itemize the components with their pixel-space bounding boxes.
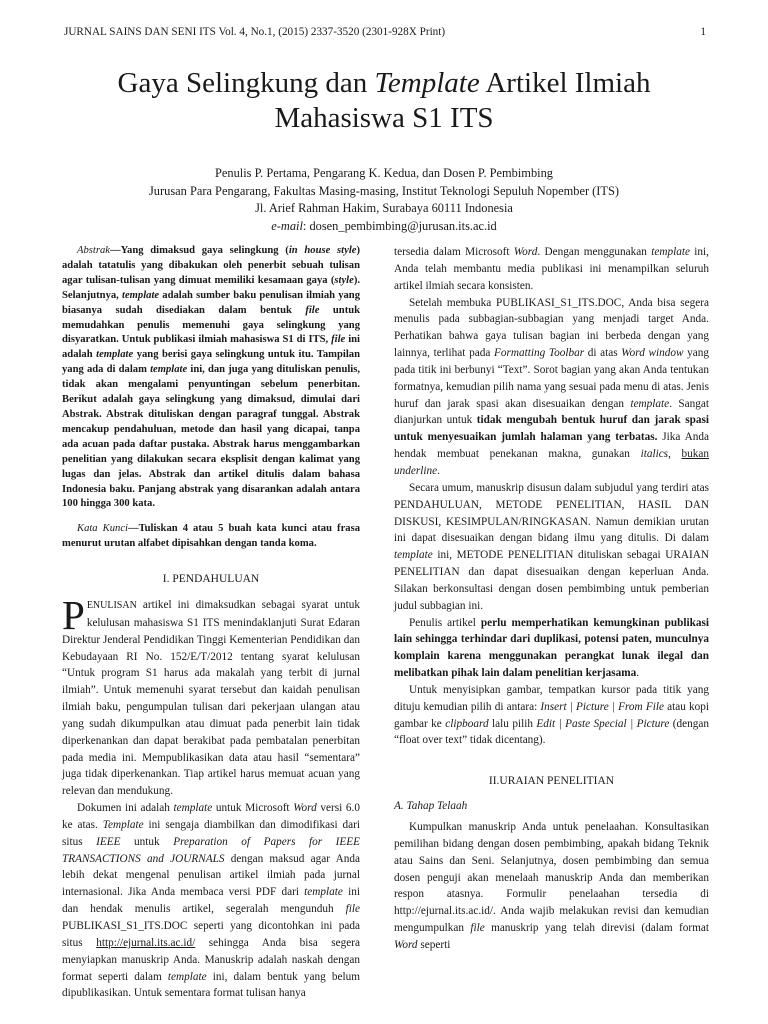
right-column	[394, 244, 709, 954]
paper-title: Gaya Selingkung dan Template Artikel Ilmiah Mahasiswa S1 ITS	[117, 67, 651, 134]
drop-cap: P	[62, 591, 85, 638]
section-heading-uraian: II.URAIAN PENELITIAN	[488, 775, 615, 788]
left-column	[62, 244, 360, 1002]
running-header	[64, 26, 706, 38]
author-email: e-mail: dosen_pembimbing@jurusan.its.ac.id	[271, 218, 497, 233]
paragraph-formatting: Setelah membuka PUBLIKASI_S1_ITS.DOC, Anda bisa segera menulis pada subbagian-subbagian yang menjadi target Anda. Perhatikan bahwa gaya tulisan bagian ini berbeda dengan yang lainnya, terlihat pada Formatting Toolbar di atas Word window yang pada titik ini berbunyi “Text”. Sorot bagian yang akan Anda tentukan formatnya, kemudian pilih nama yang sesuai pada menu di atas. Jenis huruf dan jarak spasi akan disesuaikan dengan template. Sangat dianjurkan untuk tidak mengubah bentuk huruf dan jarak spasi untuk menyesuaikan jumlah halaman yang terbatas. Jika Anda hendak membuat penekanan makna, gunakan italics, bukan underline.	[394, 296, 710, 477]
keywords: Kata Kunci—Tuliskan 4 atau 5 buah kata kunci atau frasa menurut urutan alfabet dipisahkan dengan tanda koma.	[62, 523, 360, 550]
continued-paragraph: tersedia dalam Microsoft Word. Dengan menggunakan template ini, Anda telah membantu media publikasi ini menampilkan seluruh artikel ilmiah secara konsisten.	[394, 246, 709, 292]
subsection-heading-telaah: A. Tahap Telaah	[394, 800, 468, 813]
author-address: Jl. Arief Rahman Hakim, Surabaya 60111 Indonesia	[255, 201, 513, 215]
paragraph-structure: Secara umum, manuskrip disusun dalam subjudul yang terdiri atas PENDAHULUAN, METODE PENELITIAN, HASIL DAN DISKUSI, KESIMPULAN/RINGKASAN. Namun demikian urutan ini dapat disesuaikan dengan bidang ilmu yang ditulis. Di dalam template ini, METODE PENELITIAN dituliskan sebagai URAIAN PENELITIAN dan dapat disesuaikan dengan keperluan Anda. Silakan berkonsultasi dengan dosen pembimbing untuk pemberian judul subbagian ini.	[394, 481, 709, 612]
paragraph-duplication: Penulis artikel perlu memperhatikan kemungkinan publikasi lain sehingga terhindar dari duplikasi, potensi paten, munculnya komplain karena menggunakan perangkat lunak ilegal dan melibatkan pihak lain dalam penelitian kerjasama.	[394, 616, 709, 680]
intro-paragraph-2: Dokumen ini adalah template untuk Microsoft Word versi 6.0 ke atas. Template ini sengaja diambilkan dan dimodifikasi dari situs IEEE untuk Preparation of Papers for IEEE TRANSACTIONS and JOURNALS dengan maksud agar Anda lebih dekat mengenal penulisan artikel ilmiah pada jurnal internasional. Jika Anda membaca versi PDF dari template ini dan hendak menulis artikel, segeralah mengunduh file PUBLIKASI_S1_ITS.DOC seperti yang dicontohkan ini pada situs http://ejurnal.its.ac.id/ sehingga Anda bisa segera menyiapkan manuskrip Anda. Manuskrip adalah naskah dengan format seperti dalam template ini, dalam bentuk yang belum dipublikasikan. Untuk sementara format tulisan hanya	[62, 802, 361, 1000]
page-number: 1	[700, 26, 706, 38]
paragraph-images: Untuk menyisipkan gambar, tempatkan kursor pada titik yang dituju kemudian pilih di antara: Insert | Picture | From File atau kopi gambar ke clipboard lalu pilih Edit | Paste Special | Picture (dengan “float over text” tidak dicentang).	[394, 683, 709, 747]
journal-info: JURNAL SAINS DAN SENI ITS Vol. 4, No.1, (2015) 2337-3520 (2301-928X Print)	[64, 26, 446, 38]
paragraph-review: Kumpulkan manuskrip Anda untuk penelaahan. Konsultasikan pemilihan bidang dengan dosen pembimbing, apakah bidang Teknik atau Sains dan Seni. Selanjutnya, dosen pembimbing dan semua dosen penguji akan menelaah manuskrip Anda dan memberikan respon atasnya. Formulir penelaahan tersedia di http://ejurnal.its.ac.id/. Anda wajib melakukan revisi dan kemudian mengumpulkan file manuskrip yang telah direvisi (dalam format Word seperti	[394, 821, 709, 951]
section-heading-pendahuluan: I. PENDAHULUAN	[162, 573, 260, 586]
author-names: Penulis P. Pertama, Pengarang K. Kedua, dan Dosen P. Pembimbing	[215, 166, 553, 180]
intro-paragraph-1: PENULISAN artikel ini dimaksudkan sebagai syarat untuk kelulusan mahasiswa S1 ITS menindaklanjuti Surat Edaran Direktur Jenderal Pendidikan Tinggi Kementerian Pendidikan dan Kebudayaan RI No. 152/E/T/2012 tentang syarat kelulusan “Untuk program S1 harus ada makalah yang terbit di jurnal ilmiah”. Untuk memenuhi syarat tersebut dan kaidah penulisan ilmiah baku, pengumpulan tulisan dari pekerjaan ulangan atau yang sudah dikumpulkan atau dimuat pada penerbit lain tidak diperkenankan dan dapat berakibat pada pembatalan penerbitan pada media ini. Mempublikasikan data atau hasil “sementara” juga tidak diperkenankan. Tiap artikel harus memuat acuan yang relevan dan mendukung.	[62, 591, 360, 798]
ejurnal-link[interactable]: http://ejurnal.its.ac.id/	[96, 936, 196, 949]
author-affiliation: Jurusan Para Pengarang, Fakultas Masing-masing, Institut Teknologi Sepuluh Nopember (ITS)	[148, 183, 620, 198]
author-block	[64, 165, 704, 235]
abstract: Abstrak—Yang dimaksud gaya selingkung (in house style) adalah tatatulis yang dibakukan oleh penerbit sebuah tulisan agar tulisan-tulisan yang dimuat memiliki kesamaan gaya (style). Selanjutnya, template adalah sumber baku penulisan ilmiah yang biasanya sudah disediakan dalam bentuk file untuk memudahkan penulis memenuhi gaya selingkung yang disyaratkan. Untuk publikasi ilmiah mahasiswa S1 di ITS, file ini adalah template yang berisi gaya selingkung untuk itu. Tampilan yang ada di dalam template ini, dan juga yang dituliskan penulis, tidak akan mengalami penyuntingan sebelum penerbitan. Berikut adalah gaya selingkung yang dimaksud, dimulai dari Abstrak. Abstrak dituliskan dengan paragraf tunggal. Abstrak mencakup pendahuluan, metode dan hasil yang dicapai, tanpa ada acuan pada daftar pustaka. Abstrak harus menggambarkan penelitian yang dilakukan secara eksplisit dengan kalimat yang lugas dan jelas. Abstrak dan artikel ditulis dalam bahasa Indonesia baku. Panjang abstrak yang disarankan adalah antara 100 hingga 300 kata.	[62, 245, 361, 510]
